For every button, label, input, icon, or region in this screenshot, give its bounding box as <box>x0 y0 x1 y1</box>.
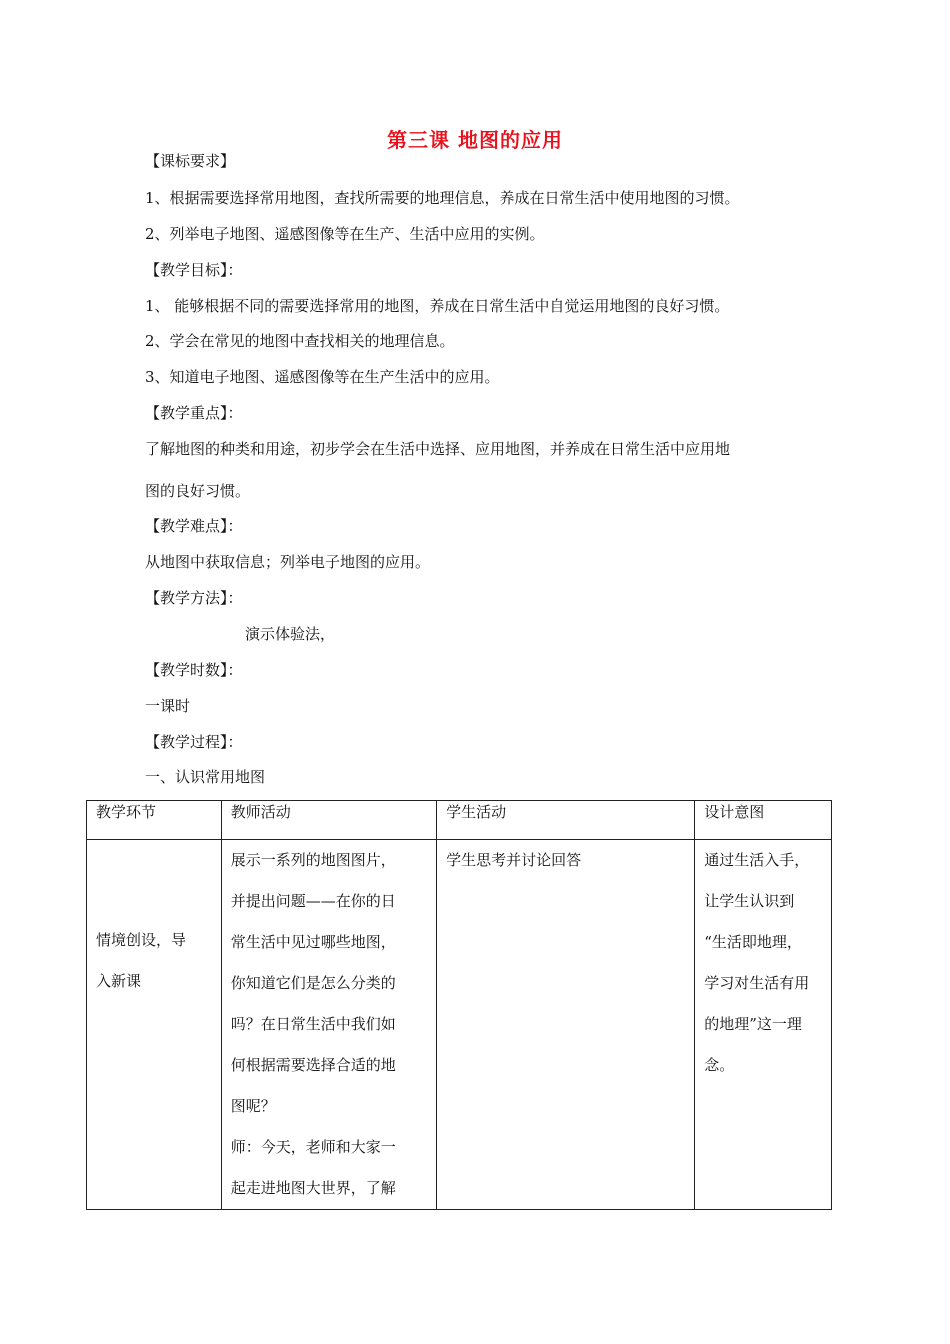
goal-item-2: 2、学会在常见的地图中查找相关的地理信息。 <box>145 332 455 350</box>
header-stage: 教学环节 <box>87 801 222 840</box>
teacher-text: 展示一系列的地图图片， 并提出问题——在你的日 常生活中见过哪些地图， 你知道它们是怎么分类的 吗？在日常生活中我们如 何根据需要选择合适的地 图呢？ 师：今天，老师和大家一 起走进地图大世界，了解 <box>230 851 396 1197</box>
goal-item-1: 1、 能够根据不同的需要选择常用的地图，养成在日常生活中自觉运用地图的良好习惯。 <box>145 297 730 315</box>
method-heading: 【教学方法】： <box>145 589 243 607</box>
curriculum-heading: 【课标要求】 <box>145 152 236 170</box>
goal-item-3: 3、知道电子地图、遥感图像等在生产生活中的应用。 <box>145 368 500 386</box>
page-title: 第三课 地图的应用 <box>387 128 563 152</box>
stage-text: 情境创设，导 入新课 <box>96 931 187 990</box>
header-design: 设计意图 <box>695 801 832 840</box>
key-heading: 【教学重点】： <box>145 404 243 422</box>
cell-design <box>695 840 832 1210</box>
cell-stage <box>87 840 222 1210</box>
cell-student <box>437 840 695 1210</box>
header-student: 学生活动 <box>437 801 695 840</box>
student-text: 学生思考并讨论回答 <box>446 851 582 869</box>
curriculum-item-2: 2、列举电子地图、遥感图像等在生产、生活中应用的实例。 <box>145 225 545 243</box>
hours-heading: 【教学时数】： <box>145 661 243 679</box>
process-heading: 【教学过程】： <box>145 733 243 751</box>
method-text: 演示体验法， <box>245 625 336 643</box>
cell-teacher <box>221 840 436 1210</box>
hours-text: 一课时 <box>145 697 191 715</box>
difficulty-heading: 【教学难点】： <box>145 517 243 535</box>
key-text-1: 了解地图的种类和用途，初步学会在生活中选择、应用地图，并养成在日常生活中应用地 <box>145 440 731 458</box>
goals-heading: 【教学目标】： <box>145 261 243 279</box>
key-text-2: 图的良好习惯。 <box>145 482 251 500</box>
header-teacher: 教师活动 <box>221 801 436 840</box>
difficulty-text: 从地图中获取信息；列举电子地图的应用。 <box>145 553 431 571</box>
design-text: 通过生活入手， 让学生认识到 “生活即地理， 学习对生活有用 的地理”这一理 念。 <box>704 851 810 1074</box>
curriculum-item-1: 1、根据需要选择常用地图，查找所需要的地理信息，养成在日常生活中使用地图的习惯。 <box>145 189 740 207</box>
table-row <box>87 840 832 1210</box>
lesson-table <box>86 800 832 1210</box>
process-subheading: 一、认识常用地图 <box>145 768 266 786</box>
table-header-row <box>87 801 832 840</box>
